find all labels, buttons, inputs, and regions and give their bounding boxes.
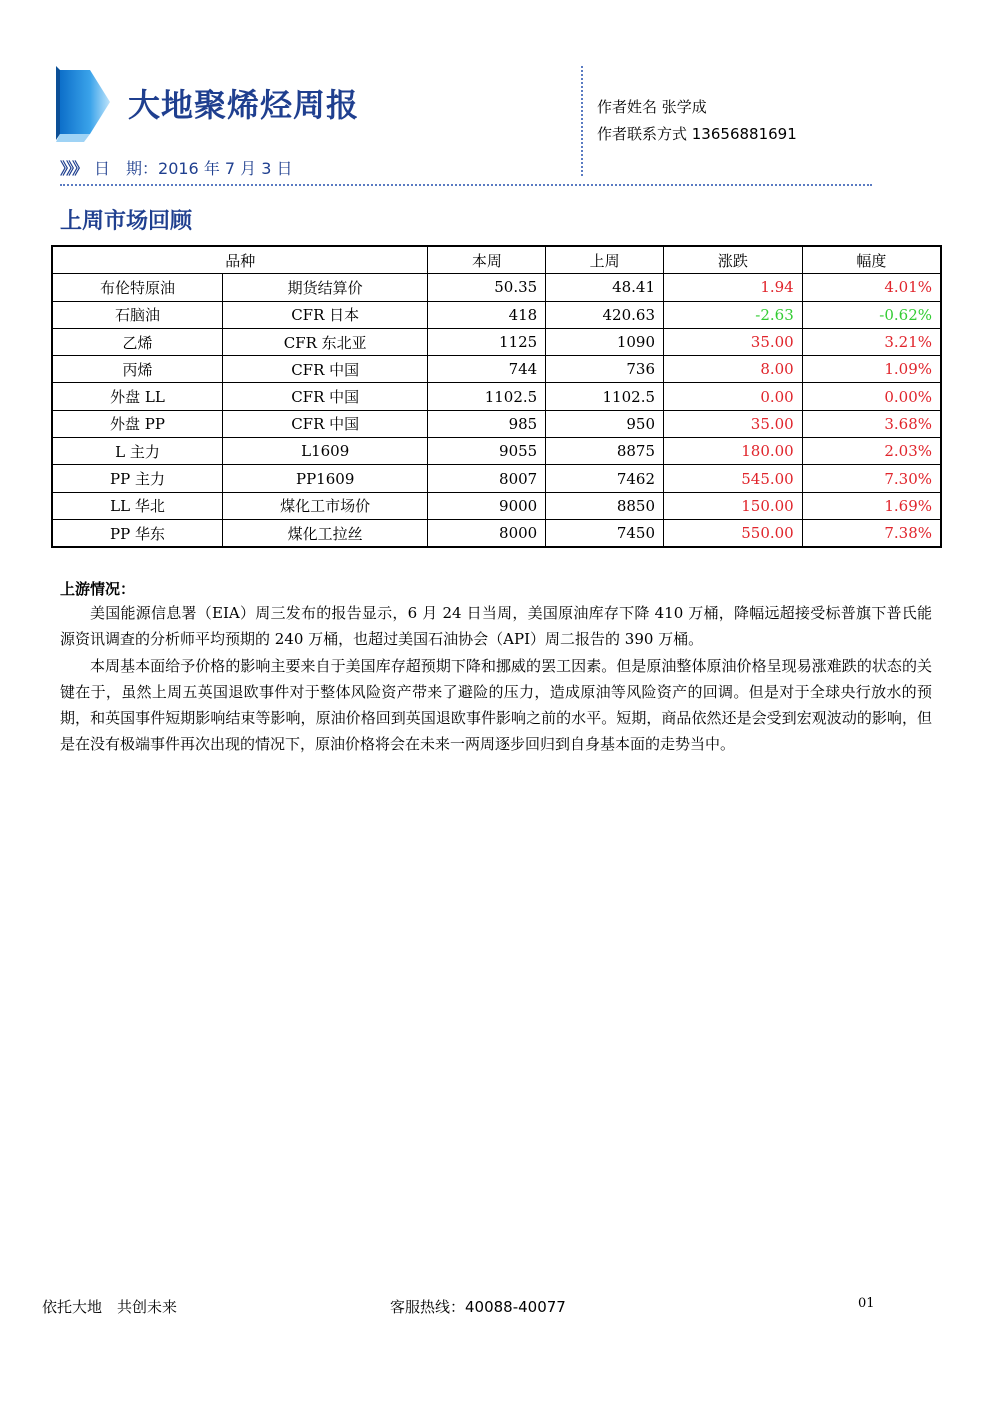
cell-this-week: 8007 [428,465,546,492]
cell-pct: 0.00% [802,383,941,410]
cell-change: -2.63 [664,301,803,328]
cell-variety: LL 华北 [52,492,222,519]
section-title: 上周市场回顾 [60,209,193,234]
cell-change: 180.00 [664,438,803,465]
report-title: 大地聚烯烃周报 [128,86,360,124]
cell-change: 8.00 [664,356,803,383]
header-horizontal-divider [60,184,872,186]
cell-pct: 2.03% [802,438,941,465]
header-vertical-divider [581,66,583,176]
table-row [52,410,941,437]
cell-variety: L 主力 [52,438,222,465]
upstream-label: 上游情况： [60,580,136,598]
cell-variety: 布伦特原油 [52,274,222,301]
cell-last-week: 7450 [546,519,664,547]
cell-pct: 1.69% [802,492,941,519]
cell-last-week: 420.63 [546,301,664,328]
cell-last-week: 48.41 [546,274,664,301]
table-row [52,519,941,547]
cell-spec: PP1609 [222,465,427,492]
cell-last-week: 1090 [546,328,664,355]
cell-pct: 7.30% [802,465,941,492]
author-name: 作者姓名 张学成 [597,98,707,116]
author-contact: 作者联系方式 13656881691 [597,125,797,143]
cell-spec: CFR 东北亚 [222,328,427,355]
cell-pct: -0.62% [802,301,941,328]
cell-this-week: 985 [428,410,546,437]
cell-this-week: 8000 [428,519,546,547]
cell-variety: 丙烯 [52,356,222,383]
date-arrows-icon: 》》》 [60,159,87,178]
table-row [52,328,941,355]
header-pct: 幅度 [802,246,941,274]
cell-change: 35.00 [664,410,803,437]
cell-variety: 外盘 PP [52,410,222,437]
cell-pct: 1.09% [802,356,941,383]
cell-this-week: 9055 [428,438,546,465]
cell-spec: 煤化工拉丝 [222,519,427,547]
cell-change: 1.94 [664,274,803,301]
cell-variety: PP 华东 [52,519,222,547]
footer-hotline: 客服热线：40088-40077 [390,1298,566,1316]
cell-spec: CFR 中国 [222,356,427,383]
table-row [52,465,941,492]
table-row [52,301,941,328]
cell-last-week: 736 [546,356,664,383]
cell-pct: 3.68% [802,410,941,437]
header-this-week: 本周 [428,246,546,274]
cell-last-week: 8875 [546,438,664,465]
header-last-week: 上周 [546,246,664,274]
cell-pct: 3.21% [802,328,941,355]
cell-this-week: 1125 [428,328,546,355]
cell-spec: CFR 中国 [222,383,427,410]
cell-variety: PP 主力 [52,465,222,492]
upstream-paragraph-2: 本周基本面给予价格的影响主要来自于美国库存超预期下降和挪威的罢工因素。但是原油整体原油价格呈现易涨难跌的状态的关键在于，虽然上周五英国退欧事件对于整体风险资产带来了避险的压力，造成原油等风险资产的回调。但是对于全球央行放水的预期，和英国事件短期影响结束等影响，原油价格回到英国退欧事件影响之前的水平。短期，商品依然还是会受到宏观波动的影响，但是在没有极端事件再次出现的情况下，原油价格将会在未来一两周逐步回归到自身基本面的走势当中。 [60,657,932,753]
cell-this-week: 50.35 [428,274,546,301]
arrow-banner-logo-icon [54,62,116,144]
header-change: 涨跌 [664,246,803,274]
cell-last-week: 1102.5 [546,383,664,410]
table-row [52,438,941,465]
cell-this-week: 1102.5 [428,383,546,410]
cell-this-week: 744 [428,356,546,383]
cell-last-week: 7462 [546,465,664,492]
cell-spec: CFR 中国 [222,410,427,437]
author-block [597,94,797,148]
cell-last-week: 8850 [546,492,664,519]
cell-pct: 4.01% [802,274,941,301]
cell-spec: 煤化工市场价 [222,492,427,519]
cell-change: 0.00 [664,383,803,410]
cell-variety: 石脑油 [52,301,222,328]
table-row [52,492,941,519]
table-header-row [52,246,941,274]
cell-variety: 乙烯 [52,328,222,355]
date-text: 日 期：2016 年 7 月 3 日 [94,159,293,178]
footer-slogan: 依托大地 共创未来 [42,1298,178,1316]
report-date [60,156,293,179]
upstream-paragraph-1: 美国能源信息署（EIA）周三发布的报告显示，6 月 24 日当周，美国原油库存下降 410 万桶，降幅远超接受标普旗下普氏能源资讯调查的分析师平均预期的 240 万桶，也超过美国石油协会（API）周二报告的 390 万桶。 [60,604,932,648]
cell-change: 35.00 [664,328,803,355]
cell-change: 150.00 [664,492,803,519]
cell-spec: CFR 日本 [222,301,427,328]
cell-spec: 期货结算价 [222,274,427,301]
cell-last-week: 950 [546,410,664,437]
table-row [52,274,941,301]
table-row [52,356,941,383]
cell-variety: 外盘 LL [52,383,222,410]
table-row [52,383,941,410]
header-variety: 品种 [52,246,428,274]
page-number: 01 [858,1296,875,1311]
market-review-table [51,245,942,548]
cell-change: 550.00 [664,519,803,547]
cell-pct: 7.38% [802,519,941,547]
cell-change: 545.00 [664,465,803,492]
cell-this-week: 418 [428,301,546,328]
cell-this-week: 9000 [428,492,546,519]
cell-spec: L1609 [222,438,427,465]
